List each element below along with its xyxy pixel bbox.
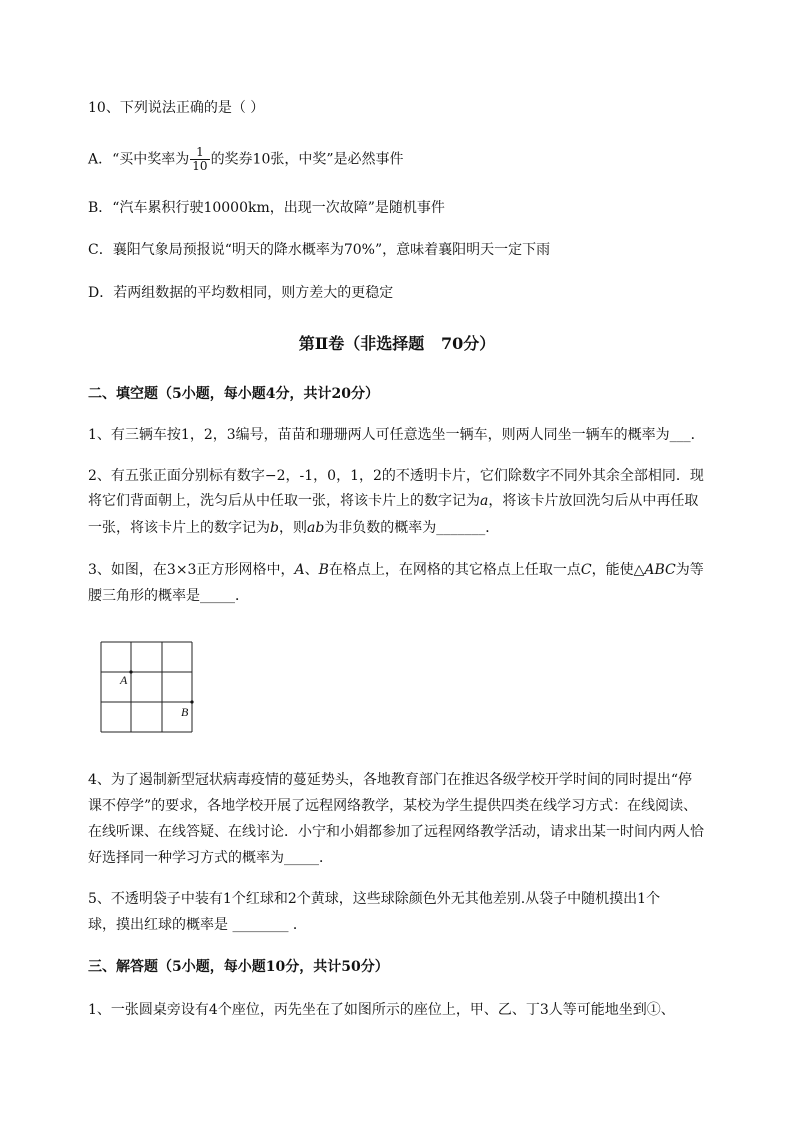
fill-q3-line1-mid2: ，能使△ [591, 562, 645, 578]
fill-q2-line3 [88, 518, 499, 538]
fill-q4-line2: 课不停学”的要求，各地学校开展了远程网络教学，某校为学生提供四类在线学习方式：在线阅读、 [88, 798, 698, 814]
label-A: A [120, 673, 128, 687]
fill-q2-line1: 2、有五张正面分别标有数字−2，-1，0，1，2的不透明卡片，它们除数字不同外其余全部相同．现 [88, 468, 704, 484]
fill-q3-line1-mid: 在格点上，在网格的其它格点上任取一点 [328, 562, 581, 578]
fill-section-heading: 二、填空题（5小题，每小题4分，共计20分） [88, 386, 379, 402]
var-a: a [480, 493, 489, 509]
fill-q4-line3: 在线听课、在线答疑、在线讨论．小宁和小娟都参加了远程网络教学活动，请求出某一时间内两人恰 [88, 824, 704, 840]
q10-stem: 10、下列说法正确的是（ ） [88, 100, 265, 116]
var-A: A [294, 562, 305, 578]
fill-q5-line1: 5、不透明袋子中装有1个红球和2个黄球，这些球除颜色外无其他差别.从袋子中随机摸出1个 [88, 891, 661, 907]
fill-q3-sep: 、 [304, 562, 319, 578]
q10-option-b: B．“汽车累积行驶10000km，出现一次故障”是随机事件 [88, 200, 445, 216]
point-A [129, 670, 132, 673]
grid-figure [100, 641, 196, 735]
fill-q3-line1-post: 为等 [675, 562, 704, 578]
var-ABC: ABC [644, 562, 676, 578]
fill-q3-line1-pre: 3、如图，在3×3正方形网格中， [88, 562, 295, 578]
q10-option-a-pre: A．“买中奖率为 [88, 151, 190, 168]
fill-q2-line3-pre: 一张，将该卡片上的数字记为 [88, 520, 270, 536]
part2-title: 第Ⅱ卷（非选择题 70分） [298, 334, 496, 353]
fill-q4-line4: 好选择同一种学习方式的概率为_____． [88, 850, 333, 866]
q10-option-c: C．襄阳气象局预报说“明天的降水概率为70%”，意味着襄阳明天一定下雨 [88, 242, 551, 258]
var-C: C [580, 562, 592, 578]
fraction [190, 146, 209, 173]
fill-q3-line2: 腰三角形的概率是_____． [88, 588, 249, 604]
fill-q1: 1、有三辆车按1，2，3编号，苗苗和珊珊两人可任意选坐一辆车，则两人同坐一辆车的概率为___． [88, 427, 705, 443]
fraction-denominator: 10 [192, 159, 208, 173]
fill-q2-line3-mid: ，则 [278, 520, 307, 536]
q10-option-a-post: 的奖券10张，中奖”是必然事件 [210, 151, 404, 168]
fill-q2-line2-post: ，将该卡片放回洗匀后从中再任取 [488, 493, 699, 509]
solve-q1-line1: 1、一张圆桌旁设有4个座位，丙先坐在了如图所示的座位上，甲、乙、丁3人等可能地坐到①、 [88, 1002, 675, 1018]
fill-q4-line1: 4、为了遏制新型冠状病毒疫情的蔓延势头，各地教育部门在推迟各级学校开学时间的同时提出“停 [88, 772, 693, 788]
q10-option-d: D．若两组数据的平均数相同，则方差大的更稳定 [88, 285, 394, 301]
point-B [190, 700, 193, 703]
q10-option-a [88, 146, 404, 173]
var-B: B [318, 562, 329, 578]
fill-q3-line1 [88, 560, 704, 580]
label-B: B [181, 705, 189, 719]
fraction-numerator: 1 [190, 146, 209, 160]
var-ab: ab [306, 520, 325, 536]
fill-q5-line2: 球，摸出红球的概率是 ________ ． [88, 917, 307, 933]
fill-q2-line2 [88, 491, 698, 511]
fill-q2-line3-post: 为非负数的概率为_______． [324, 520, 500, 536]
fill-q2-line2-pre: 将它们背面朝上，洗匀后从中任取一张，将该卡片上的数字记为 [88, 493, 480, 509]
var-b: b [270, 520, 279, 536]
solve-section-heading: 三、解答题（5小题，每小题10分，共计50分） [88, 959, 389, 975]
